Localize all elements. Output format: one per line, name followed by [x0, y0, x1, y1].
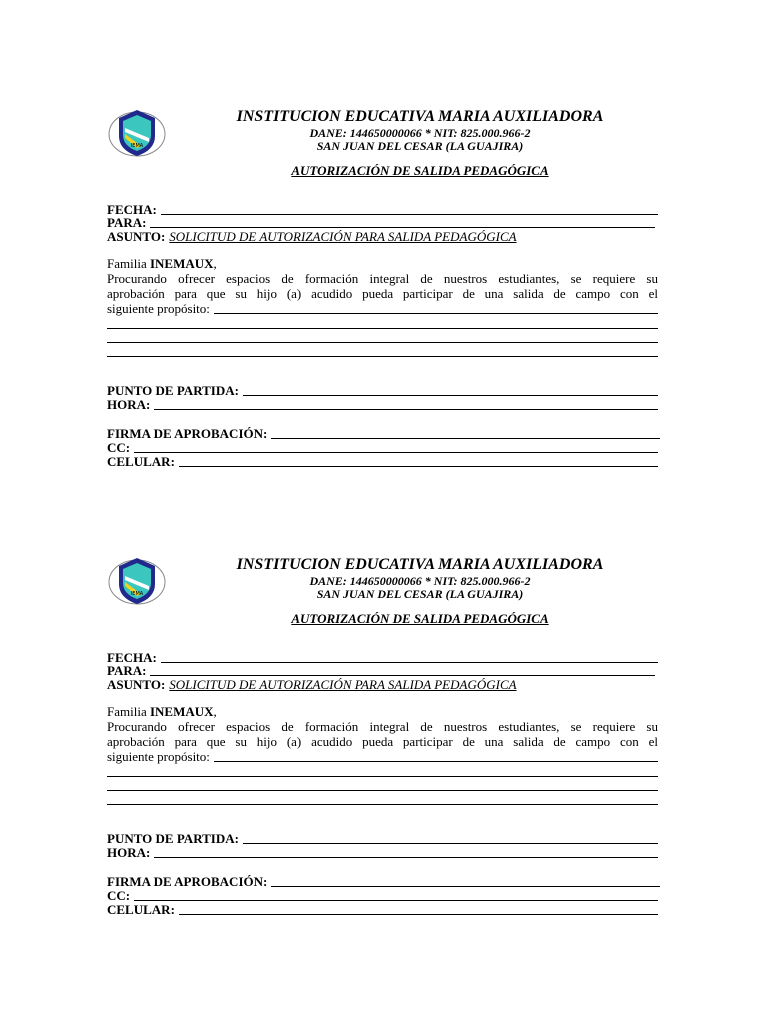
celular-field[interactable]	[107, 455, 658, 469]
para-line[interactable]	[150, 227, 655, 228]
celular-line[interactable]	[179, 466, 658, 467]
hora-line[interactable]	[154, 409, 658, 410]
greeting-comma: ,	[213, 704, 217, 719]
celular-line[interactable]	[179, 914, 658, 915]
proposito-line-2[interactable]	[107, 328, 658, 329]
greeting-prefix: Familia	[107, 256, 147, 271]
celular-label: CELULAR:	[107, 902, 175, 917]
greeting-comma: ,	[213, 256, 217, 271]
hora-label: HORA:	[107, 845, 151, 860]
asunto-label: ASUNTO:	[107, 229, 166, 244]
hora-field[interactable]	[107, 398, 658, 412]
proposito-line-3[interactable]	[107, 342, 658, 343]
authorization-form	[0, 552, 768, 1002]
fecha-line[interactable]	[161, 214, 658, 215]
body-line-2: aprobación para que su hijo (a) acudido pueda participar de una salida de campo con el	[107, 734, 658, 749]
dane-nit: DANE: 144650000066 * NIT: 825.000.966-2	[309, 574, 531, 588]
authorization-form	[0, 104, 768, 554]
punto-partida-label: PUNTO DE PARTIDA:	[107, 383, 239, 398]
firma-label: FIRMA DE APROBACIÓN:	[107, 426, 268, 441]
firma-field[interactable]	[107, 427, 660, 441]
svg-text:IEMA: IEMA	[130, 591, 144, 597]
proposito-label: siguiente propósito:	[107, 301, 210, 316]
asunto-field	[107, 230, 658, 244]
proposito-line-4[interactable]	[107, 356, 658, 357]
punto-partida-line[interactable]	[243, 395, 658, 396]
para-field[interactable]	[107, 664, 655, 678]
proposito-line-4[interactable]	[107, 804, 658, 805]
hora-label: HORA:	[107, 397, 151, 412]
asunto-field	[107, 678, 658, 692]
proposito-line-3[interactable]	[107, 790, 658, 791]
dane-nit: DANE: 144650000066 * NIT: 825.000.966-2	[309, 126, 531, 140]
svg-text:IEMA: IEMA	[130, 143, 144, 149]
proposito-line[interactable]	[214, 313, 658, 314]
hora-line[interactable]	[154, 857, 658, 858]
proposito-field[interactable]	[107, 750, 658, 764]
institution-name: INSTITUCION EDUCATIVA MARIA AUXILIADORA	[236, 108, 604, 125]
cc-line[interactable]	[134, 900, 658, 901]
punto-partida-field[interactable]	[107, 384, 658, 398]
firma-label: FIRMA DE APROBACIÓN:	[107, 874, 268, 889]
greeting	[107, 705, 658, 719]
fecha-field[interactable]	[107, 203, 658, 217]
body-line-1: Procurando ofrecer espacios de formación integral de nuestros estudiantes, se requiere su	[107, 719, 658, 734]
cc-field[interactable]	[107, 889, 658, 903]
para-field[interactable]	[107, 216, 655, 230]
form-title: AUTORIZACIÓN DE SALIDA PEDAGÓGICA	[291, 163, 549, 178]
school-crest-logo	[107, 104, 167, 162]
para-label: PARA:	[107, 663, 147, 678]
institution-name: INSTITUCION EDUCATIVA MARIA AUXILIADORA	[236, 556, 604, 573]
proposito-line[interactable]	[214, 761, 658, 762]
asunto-value: SOLICITUD DE AUTORIZACIÓN PARA SALIDA PEDAGÓGICA	[169, 677, 517, 692]
location: SAN JUAN DEL CESAR (LA GUAJIRA)	[316, 139, 524, 153]
body-line-2: aprobación para que su hijo (a) acudido pueda participar de una salida de campo con el	[107, 286, 658, 301]
asunto-value: SOLICITUD DE AUTORIZACIÓN PARA SALIDA PEDAGÓGICA	[169, 229, 517, 244]
cc-label: CC:	[107, 440, 131, 455]
cc-label: CC:	[107, 888, 131, 903]
greeting-name: INEMAUX	[149, 704, 214, 719]
cc-line[interactable]	[134, 452, 658, 453]
form-title: AUTORIZACIÓN DE SALIDA PEDAGÓGICA	[291, 611, 549, 626]
celular-label: CELULAR:	[107, 454, 175, 469]
fecha-label: FECHA:	[107, 650, 157, 665]
cc-field[interactable]	[107, 441, 658, 455]
location: SAN JUAN DEL CESAR (LA GUAJIRA)	[316, 587, 524, 601]
proposito-label: siguiente propósito:	[107, 749, 210, 764]
greeting-prefix: Familia	[107, 704, 147, 719]
proposito-field[interactable]	[107, 302, 658, 316]
proposito-line-2[interactable]	[107, 776, 658, 777]
greeting-name: INEMAUX	[149, 256, 214, 271]
asunto-label: ASUNTO:	[107, 677, 166, 692]
punto-partida-label: PUNTO DE PARTIDA:	[107, 831, 239, 846]
firma-line[interactable]	[271, 886, 660, 887]
fecha-label: FECHA:	[107, 202, 157, 217]
hora-field[interactable]	[107, 846, 658, 860]
school-crest-logo	[107, 552, 167, 610]
body-line-1: Procurando ofrecer espacios de formación integral de nuestros estudiantes, se requiere su	[107, 271, 658, 286]
para-line[interactable]	[150, 675, 655, 676]
firma-line[interactable]	[271, 438, 660, 439]
firma-field[interactable]	[107, 875, 660, 889]
punto-partida-field[interactable]	[107, 832, 658, 846]
fecha-line[interactable]	[161, 662, 658, 663]
para-label: PARA:	[107, 215, 147, 230]
celular-field[interactable]	[107, 903, 658, 917]
punto-partida-line[interactable]	[243, 843, 658, 844]
fecha-field[interactable]	[107, 651, 658, 665]
greeting	[107, 257, 658, 271]
